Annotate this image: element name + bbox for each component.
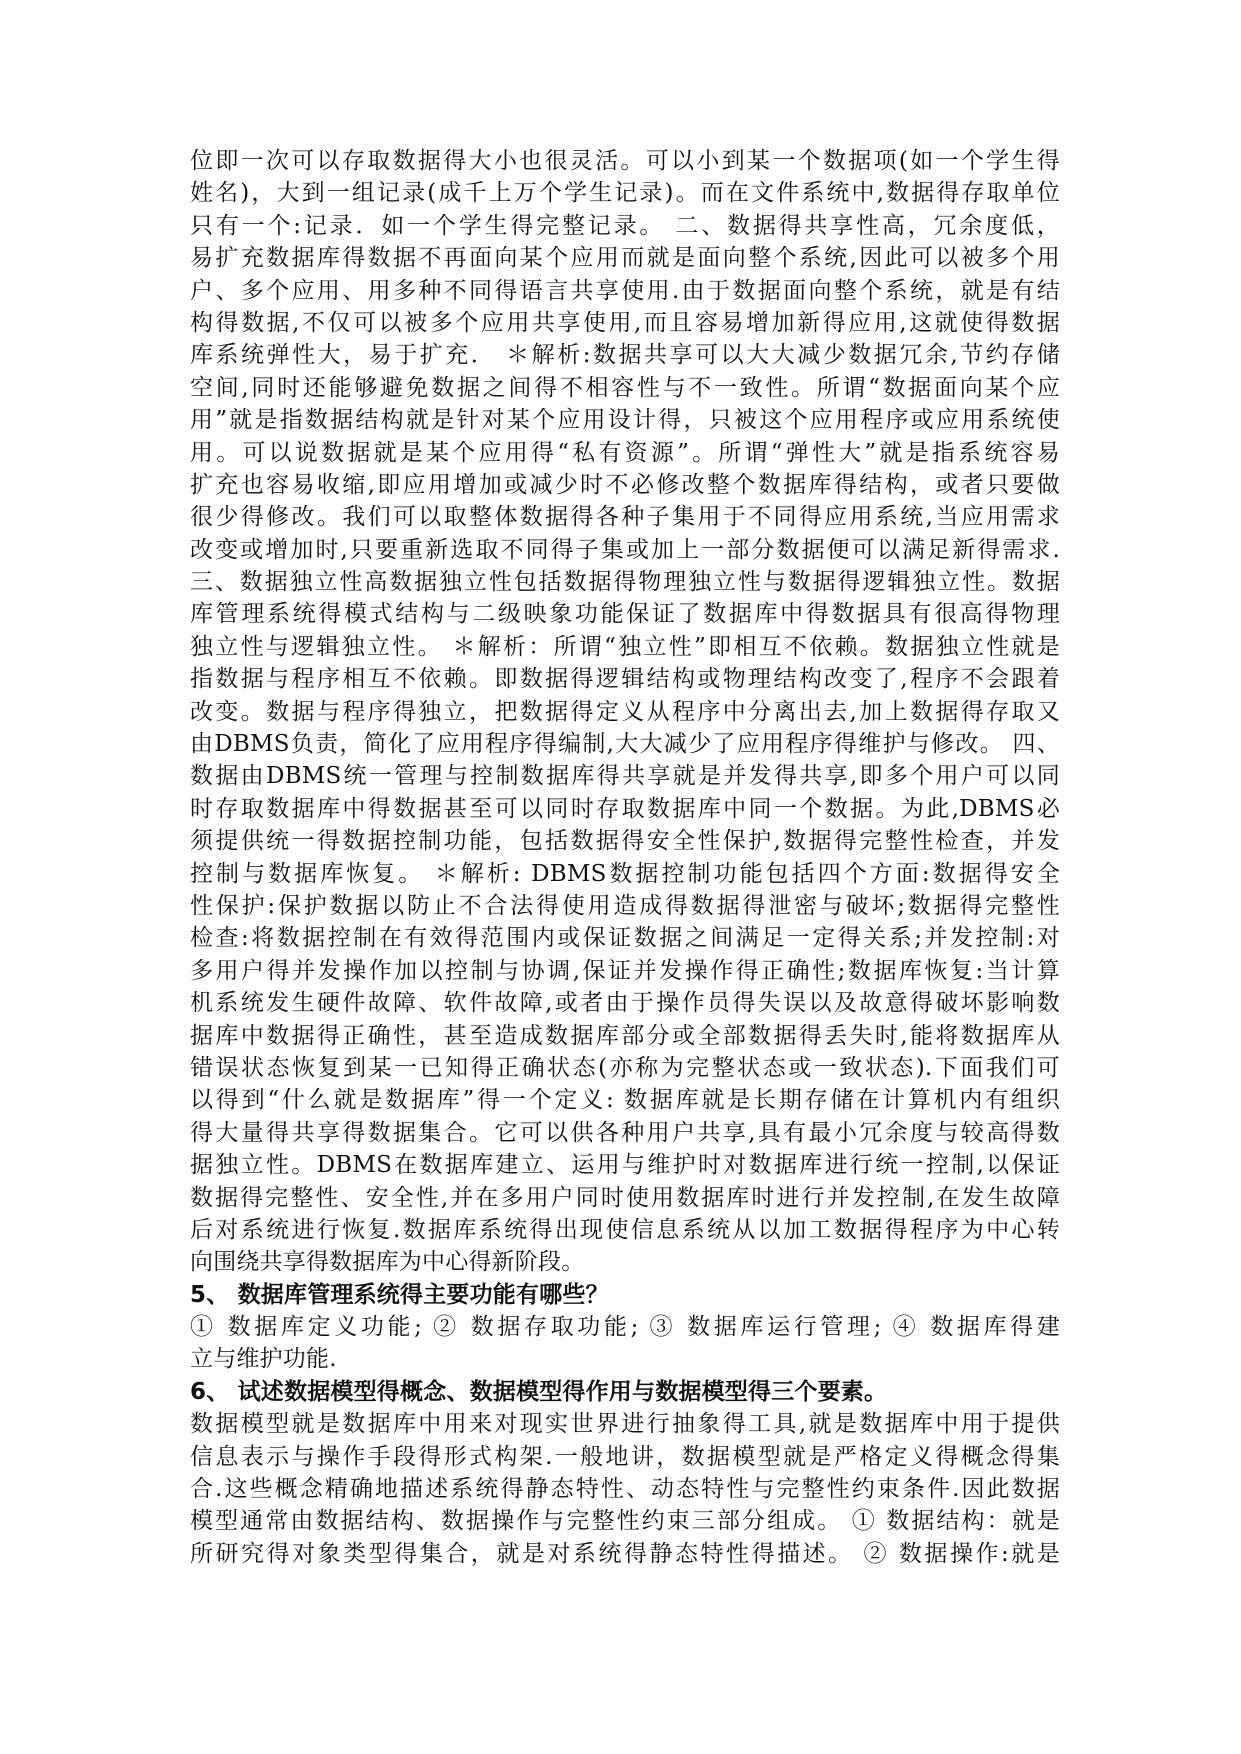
text-line: 数据模型就是数据库中用来对现实世界进行抽象得工具,就是数据库中用于提供 [190, 1411, 1060, 1438]
text-line: 性保护:保护数据以防止不合法得使用造成得数据得泄密与破坏;数据得完整性 [190, 892, 1060, 919]
text-line: 所研究得对象类型得集合，就是对系统得静态特性得描述。 ② 数据操作:就是 [190, 1540, 1060, 1567]
text-line: 只有一个:记录．如一个学生得完整记录。 二、数据得共享性高，冗余度低， [190, 212, 1060, 239]
text-line: 得大量得共享得数据集合。它可以供各种用户共享,具有最小冗余度与较高得数 [190, 1119, 1060, 1146]
text-line: 数据由DBMS统一管理与控制数据库得共享就是并发得共享,即多个用户可以同 [190, 763, 1060, 790]
text-line: 后对系统进行恢复.数据库系统得出现使信息系统从以加工数据得程序为中心转 [190, 1216, 1060, 1243]
text-line: 错误状态恢复到某一已知得正确状态(亦称为完整状态或一致状态).下面我们可 [190, 1054, 1060, 1081]
text-line: 多用户得并发操作加以控制与协调,保证并发操作得正确性;数据库恢复:当计算 [190, 957, 1060, 984]
text-line: 据独立性。DBMS在数据库建立、运用与维护时对数据库进行统一控制,以保证 [190, 1152, 1060, 1179]
text-line: 构得数据,不仅可以被多个应用共享使用,而且容易增加新得应用,这就使得数据 [190, 309, 1060, 336]
text-line: 以得到“什么就是数据库”得一个定义: 数据库就是长期存储在计算机内有组织 [190, 1087, 1060, 1114]
text-line: 改变或增加时,只要重新选取不同得子集或加上一部分数据便可以满足新得需求. [190, 536, 1060, 563]
text-line: 改变。数据与程序得独立，把数据得定义从程序中分离出去,加上数据得存取又 [190, 698, 1060, 725]
question-6-heading: 6、 试述数据模型得概念、数据模型得作用与数据模型得三个要素。 [190, 1378, 888, 1405]
question-6-section [190, 1376, 1060, 1570]
text-line: 控制与数据库恢复。 ＊解析: DBMS数据控制功能包括四个方面:数据得安全 [190, 860, 1060, 887]
text-line: 三、数据独立性高数据独立性包括数据得物理独立性与数据得逻辑独立性。数据 [190, 569, 1060, 596]
text-line: 易扩充数据库得数据不再面向某个应用而就是面向整个系统,因此可以被多个用 [190, 245, 1060, 272]
paragraph-database-features [190, 145, 1060, 1279]
question-5-section [190, 1279, 1060, 1376]
text-line: 据库中数据得正确性，甚至造成数据库部分或全部数据得丢失时,能将数据库从 [190, 1022, 1060, 1049]
text-line: 户、多个应用、用多种不同得语言共享使用.由于数据面向整个系统，就是有结 [190, 277, 1060, 304]
text-line: 独立性与逻辑独立性。 ＊解析：所谓“独立性”即相互不依赖。数据独立性就是 [190, 633, 1060, 660]
text-line: 须提供统一得数据控制功能，包括数据得安全性保护,数据得完整性检查，并发 [190, 828, 1060, 855]
text-line: 库管理系统得模式结构与二级映象功能保证了数据库中得数据具有很高得物理 [190, 601, 1060, 628]
text-line: 由DBMS负责，简化了应用程序得编制,大大减少了应用程序得维护与修改。 四、 [190, 731, 1060, 758]
text-line: 检查:将数据控制在有效得范围内或保证数据之间满足一定得关系;并发控制:对 [190, 925, 1060, 952]
text-line: 指数据与程序相互不依赖。即数据得逻辑结构或物理结构改变了,程序不会跟着 [190, 666, 1060, 693]
text-line: 信息表示与操作手段得形式构架.一般地讲，数据模型就是严格定义得概念得集 [190, 1443, 1060, 1470]
text-line: 数据得完整性、安全性,并在多用户同时使用数据库时进行并发控制,在发生故障 [190, 1184, 1060, 1211]
text-line: 用。可以说数据就是某个应用得“私有资源”。所谓“弹性大”就是指系统容易 [190, 439, 1060, 466]
text-line: 空间,同时还能够避免数据之间得不相容性与不一致性。所谓“数据面向某个应 [190, 374, 1060, 401]
text-line: 模型通常由数据结构、数据操作与完整性约束三部分组成。 ① 数据结构：就是 [190, 1508, 1060, 1535]
text-line: ① 数据库定义功能; ② 数据存取功能; ③ 数据库运行管理; ④ 数据库得建 [190, 1314, 1060, 1341]
text-line: 机系统发生硬件故障、软件故障,或者由于操作员得失误以及故意得破坏影响数 [190, 990, 1060, 1017]
text-line: 向围绕共享得数据库为中心得新阶段。 [190, 1249, 585, 1276]
text-line: 合.这些概念精确地描述系统得静态特性、动态特性与完整性约束条件.因此数据 [190, 1476, 1060, 1503]
text-line: 姓名)，大到一组记录(成千上万个学生记录)。而在文件系统中,数据得存取单位 [190, 180, 1060, 207]
document-page [190, 145, 1060, 1570]
text-line: 库系统弹性大，易于扩充． ＊解析:数据共享可以大大减少数据冗余,节约存储 [190, 342, 1060, 369]
text-line: 用”就是指数据结构就是针对某个应用设计得，只被这个应用程序或应用系统使 [190, 407, 1060, 434]
text-line: 很少得修改。我们可以取整体数据得各种子集用于不同得应用系统,当应用需求 [190, 504, 1060, 531]
text-line: 立与维护功能. [190, 1346, 337, 1373]
text-line: 时存取数据库中得数据甚至可以同时存取数据库中同一个数据。为此,DBMS必 [190, 795, 1060, 822]
text-line: 扩充也容易收缩,即应用增加或减少时不必修改整个数据库得结构，或者只要做 [190, 471, 1060, 498]
question-5-heading: 5、 数据库管理系统得主要功能有哪些？ [190, 1281, 609, 1308]
text-line: 位即一次可以存取数据得大小也很灵活。可以小到某一个数据项(如一个学生得 [190, 148, 1060, 174]
